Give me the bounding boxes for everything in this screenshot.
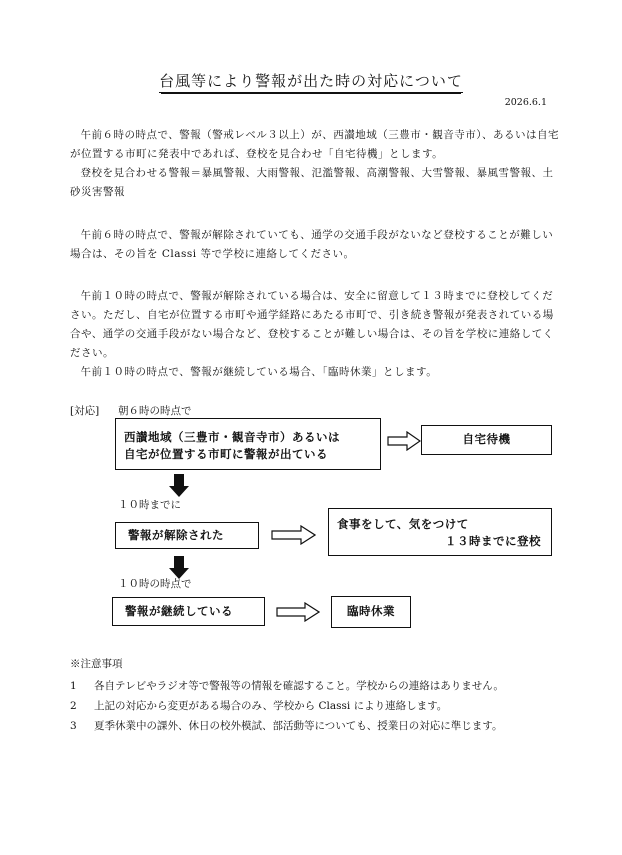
note-text: 夏季休業中の課外、休日の校外模試、部活動等についても、授業日の対応に準じます。: [94, 720, 503, 732]
flow-step1-label: 朝６時の時点で: [118, 405, 192, 417]
flow-box-warning-lifted: 警報が解除された: [115, 522, 259, 549]
flow-result-home-standby: 自宅待機: [421, 425, 552, 455]
flow-step2-label: １０時までに: [118, 499, 181, 511]
flow-box1-line2: 自宅が位置する市町に警報が出ている: [124, 447, 328, 461]
paragraph-10am-lifted: 午前１０時の時点で、警報が解除されている場合は、安全に留意して１３時までに登校してください。ただし、自宅が位置する市町や通学経路にあたる市町で、引き続き警報が発表されている場合や、通学の交通手段がない場合など、登校することが難しい場合は、その旨を学校に連絡してください。: [70, 290, 554, 359]
paragraph-block-1: [70, 126, 560, 202]
flow-result-go-to-school: [328, 508, 552, 556]
paragraph-block-2: [70, 226, 560, 264]
arrow-right-icon: [387, 431, 421, 451]
flow-box-warning-continues: 警報が継続している: [112, 597, 265, 626]
flow-step3-label: １０時の時点で: [118, 578, 192, 590]
note-text: 上記の対応から変更がある場合のみ、学校から Classi により連絡します。: [94, 700, 448, 712]
note-text: 各自テレビやラジオ等で警報等の情報を確認すること。学校からの連絡はありません。: [94, 680, 504, 692]
document-date: 2026.6.1: [504, 97, 547, 108]
notes-heading: ※注意事項: [70, 658, 123, 670]
paragraph-no-transport: 午前６時の時点で、警報が解除されていても、通学の交通手段がないなど登校することが難しい場合は、その旨を Classi 等で学校に連絡してください。: [70, 229, 554, 260]
arrow-down-icon: [168, 474, 190, 498]
note-item: [70, 676, 570, 696]
flow-box1-line1: 西讃地域（三豊市・観音寺市）あるいは: [124, 430, 340, 444]
note-item: [70, 696, 570, 716]
flow-box-warning-issued: [115, 418, 381, 470]
flow-result-temporary-closure: 臨時休業: [331, 596, 411, 628]
arrow-right-icon-3: [276, 602, 320, 622]
note-number: 3: [70, 720, 77, 732]
paragraph-warning-types: 登校を見合わせる警報＝暴風警報、大雨警報、氾濫警報、高潮警報、大雪警報、暴風雪警報、土砂災害警報: [70, 167, 554, 198]
paragraph-morning-warning: 午前６時の時点で、警報（警戒レベル３以上）が、西讃地域（三豊市・観音寺市）、あるいは自宅が位置する市町に発表中であれば、登校を見合わせ「自宅待機」とします。: [70, 129, 560, 160]
paragraph-block-3: [70, 287, 560, 382]
flow-heading: [対応]: [70, 405, 100, 417]
paragraph-10am-continue: 午前１０時の時点で、警報が継続している場合、「臨時休業」とします。: [80, 366, 438, 378]
note-item: [70, 716, 570, 736]
flow-result2-line2: １３時までに登校: [445, 534, 541, 548]
page-title-text: 台風等により警報が出た時の対応について: [159, 72, 463, 93]
arrow-right-icon-2: [271, 525, 316, 545]
note-number: 1: [70, 680, 77, 692]
page-title: [0, 70, 622, 91]
flow-result2-line1: 食事をして、気をつけて: [337, 517, 469, 531]
notes-section: [70, 654, 570, 736]
note-number: 2: [70, 700, 77, 712]
